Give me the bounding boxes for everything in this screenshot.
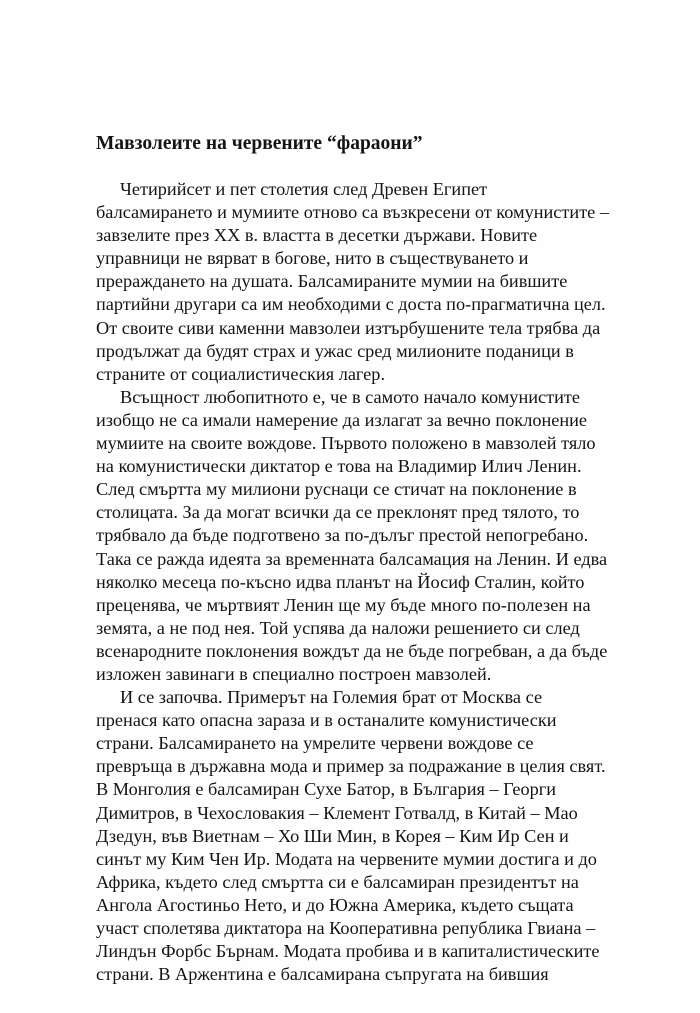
text-line: на комунистически диктатор е това на Владимир Илич Ленин.: [96, 456, 582, 477]
text-line: Ангола Агостиньо Нето, и до Южна Америка, където същата: [96, 894, 574, 915]
text-line: завзелите през ХХ в. властта в десетки държави. Новите: [96, 225, 538, 246]
text-line: мумиите на своите вождове. Първото положено в мавзолей тяло: [96, 433, 596, 454]
text-line: изобщо не са имали намерение да излагат за вечно поклонение: [96, 409, 588, 430]
text-line: страните от социалистическия лагер.: [96, 363, 386, 384]
text-line: От своите сиви каменни мавзолеи изтърбушените тела трябва да: [96, 317, 601, 338]
text-line: всенародните поклонения вождът да не бъде погребван, а да бъде: [96, 640, 608, 661]
text-line: продължат да будят страх и ужас сред милионите поданици в: [96, 340, 574, 361]
text-line: Африка, където след смъртта си е балсамиран президентът на: [96, 871, 579, 892]
text-line: преценява, че мъртвият Ленин ще му бъде много по-полезен на: [96, 594, 591, 615]
text-line: земята, а не под нея. Той успява да наложи решението си след: [96, 617, 580, 638]
document-title: Мавзолеите на червените “фараони”: [96, 133, 423, 154]
text-line: няколко месеца по-късно идва планът на Йосиф Сталин, който: [96, 571, 585, 592]
text-line: страни. В Аржентина е балсамирана съпругата на бившия: [96, 964, 549, 985]
text-line: Димитров, в Чехословакия – Клемент Готвалд, в Китай – Мао: [96, 802, 578, 823]
text-line: партийни другари са им необходими с доста по-прагматична цел.: [96, 294, 606, 315]
text-line: трябвало да бъде подготвено за по-дълъг престой непогребано.: [96, 525, 589, 546]
text-line: балсамирането и мумиите отново са възкресени от комунистите –: [96, 202, 610, 223]
text-line: пренася като опасна зараза и в останалите комунистически: [96, 710, 557, 731]
text-line: участ сполетява диктатора на Кооперативна република Гвиана –: [96, 918, 596, 938]
text-line: синът му Ким Чен Ир. Модата на червените мумии достига и до: [96, 848, 597, 869]
document-content: [96, 130, 620, 986]
text-line: И се започва. Примерът на Големия брат от Москва се: [120, 687, 543, 708]
text-line: изложен завинаги в специално построен мавзолей.: [96, 663, 492, 684]
text-line: Линдън Форбс Бърнам. Модата пробива и в капиталистическите: [96, 941, 600, 962]
text-line: Дзедун, във Виетнам – Хо Ши Мин, в Корея – Ким Ир Сен и: [96, 825, 569, 846]
paragraph-2: [96, 386, 620, 686]
text-line: прераждането на душата. Балсамираните мумии на бившите: [96, 271, 568, 292]
paragraph-3: [96, 686, 620, 986]
text-line: превръща в държавна мода и пример за подражание в целия свят.: [96, 756, 606, 777]
text-line: страни. Балсамирането на умрелите червени вождове се: [96, 733, 534, 754]
text-line: Така се ражда идеята за временната балсамация на Ленин. И едва: [96, 548, 608, 569]
text-line: След смъртта му милиони руснаци се стичат на поклонение в: [96, 479, 577, 500]
text-line: Четирийсет и пет столетия след Древен Египет: [120, 179, 488, 199]
paragraph-1: [96, 178, 620, 386]
text-line: В Монголия е балсамиран Сухе Батор, в България – Георги: [96, 779, 557, 800]
text-line: столицата. За да могат всички да се преклонят пред тялото, то: [96, 502, 580, 523]
text-line: управници не вярват в богове, нито в съществуването и: [96, 248, 529, 269]
text-line: Всъщност любопитното е, че в самото начало комунистите: [120, 386, 581, 407]
